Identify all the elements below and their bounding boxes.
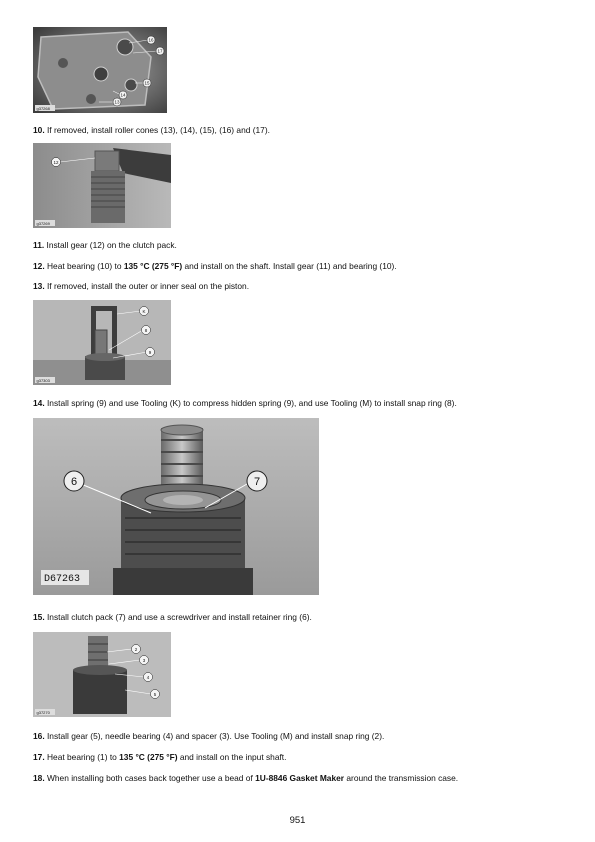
clutch-pack-image bbox=[33, 418, 319, 595]
step-15 bbox=[33, 612, 573, 623]
step-text: Heat bearing (10) to bbox=[44, 261, 124, 271]
figure-id-2: g37269 bbox=[36, 220, 50, 226]
step-number: 18. bbox=[33, 773, 45, 783]
step-16 bbox=[33, 731, 573, 742]
step-number: 13. bbox=[33, 281, 45, 291]
figure-clutch-pack-photo bbox=[33, 418, 319, 595]
step-text: Install gear (12) on the clutch pack. bbox=[44, 240, 177, 250]
step-text: and install on the input shaft. bbox=[177, 752, 287, 762]
step-number: 10. bbox=[33, 125, 45, 135]
step-18 bbox=[33, 773, 573, 784]
callout-k: K bbox=[142, 308, 146, 314]
roller-cones-image bbox=[33, 27, 167, 113]
step-number: 11. bbox=[33, 240, 45, 250]
step-text: Heat bearing (1) to bbox=[44, 752, 120, 762]
step-emphasis: 1U-8846 Gasket Maker bbox=[255, 773, 345, 783]
figure-id-3: g37303 bbox=[36, 377, 50, 383]
callout-8: 8 bbox=[144, 327, 148, 333]
callout-14: 14 bbox=[120, 92, 126, 98]
callout-3: 3 bbox=[142, 657, 146, 663]
step-text: If removed, install roller cones (13), (14), (15), (16) and (17). bbox=[44, 125, 270, 135]
step-text: around the transmission case. bbox=[344, 773, 459, 783]
step-text: Install clutch pack (7) and use a screwdriver and install retainer ring (6). bbox=[44, 612, 312, 622]
callout-5: 5 bbox=[153, 691, 157, 697]
figure-id-1: g37268 bbox=[36, 105, 50, 111]
callout-16: 16 bbox=[148, 37, 154, 43]
figure-gear-photo bbox=[33, 143, 171, 228]
step-text: Install spring (9) and use Tooling (K) to compress hidden spring (9), and use Tooling (M) to install snap ring (8). bbox=[44, 398, 457, 408]
callout-2: 2 bbox=[134, 646, 138, 652]
gear-bearing-image bbox=[33, 632, 171, 717]
step-11 bbox=[33, 240, 573, 251]
figure-gear-bearing-photo bbox=[33, 632, 171, 717]
step-emphasis: 135 °C (275 °F) bbox=[123, 261, 183, 271]
step-text: and install on the shaft. Install gear (11) and bearing (10). bbox=[182, 261, 397, 271]
callout-6: 6 bbox=[70, 476, 78, 488]
step-text: If removed, install the outer or inner seal on the piston. bbox=[44, 281, 250, 291]
tooling-image bbox=[33, 300, 171, 385]
figure-id-5: g37270 bbox=[36, 709, 50, 715]
step-number: 17. bbox=[33, 752, 45, 762]
step-number: 15. bbox=[33, 612, 45, 622]
step-14 bbox=[33, 398, 573, 409]
figure-id-4: D67263 bbox=[44, 574, 81, 585]
gear-image bbox=[33, 143, 171, 228]
callout-17: 17 bbox=[157, 48, 163, 54]
step-emphasis: 135 °C (275 °F) bbox=[119, 752, 178, 762]
step-13 bbox=[33, 281, 573, 292]
step-text: Install gear (5), needle bearing (4) and spacer (3). Use Tooling (M) and install snap ring (2). bbox=[44, 731, 385, 741]
step-number: 14. bbox=[33, 398, 45, 408]
page-number: 951 bbox=[289, 815, 306, 826]
figure-tooling-photo bbox=[33, 300, 171, 385]
figure-roller-cones-photo bbox=[33, 27, 167, 113]
step-10 bbox=[33, 125, 573, 136]
callout-7: 7 bbox=[253, 476, 261, 488]
step-12 bbox=[33, 261, 573, 272]
step-17 bbox=[33, 752, 573, 763]
callout-4: 4 bbox=[146, 674, 150, 680]
callout-15: 15 bbox=[144, 80, 150, 86]
callout-13: 13 bbox=[114, 99, 120, 105]
callout-12: 12 bbox=[53, 159, 59, 165]
step-text: When installing both cases back together use a bead of bbox=[44, 773, 256, 783]
callout-9: 9 bbox=[148, 349, 152, 355]
step-number: 16. bbox=[33, 731, 45, 741]
step-number: 12. bbox=[33, 261, 45, 271]
